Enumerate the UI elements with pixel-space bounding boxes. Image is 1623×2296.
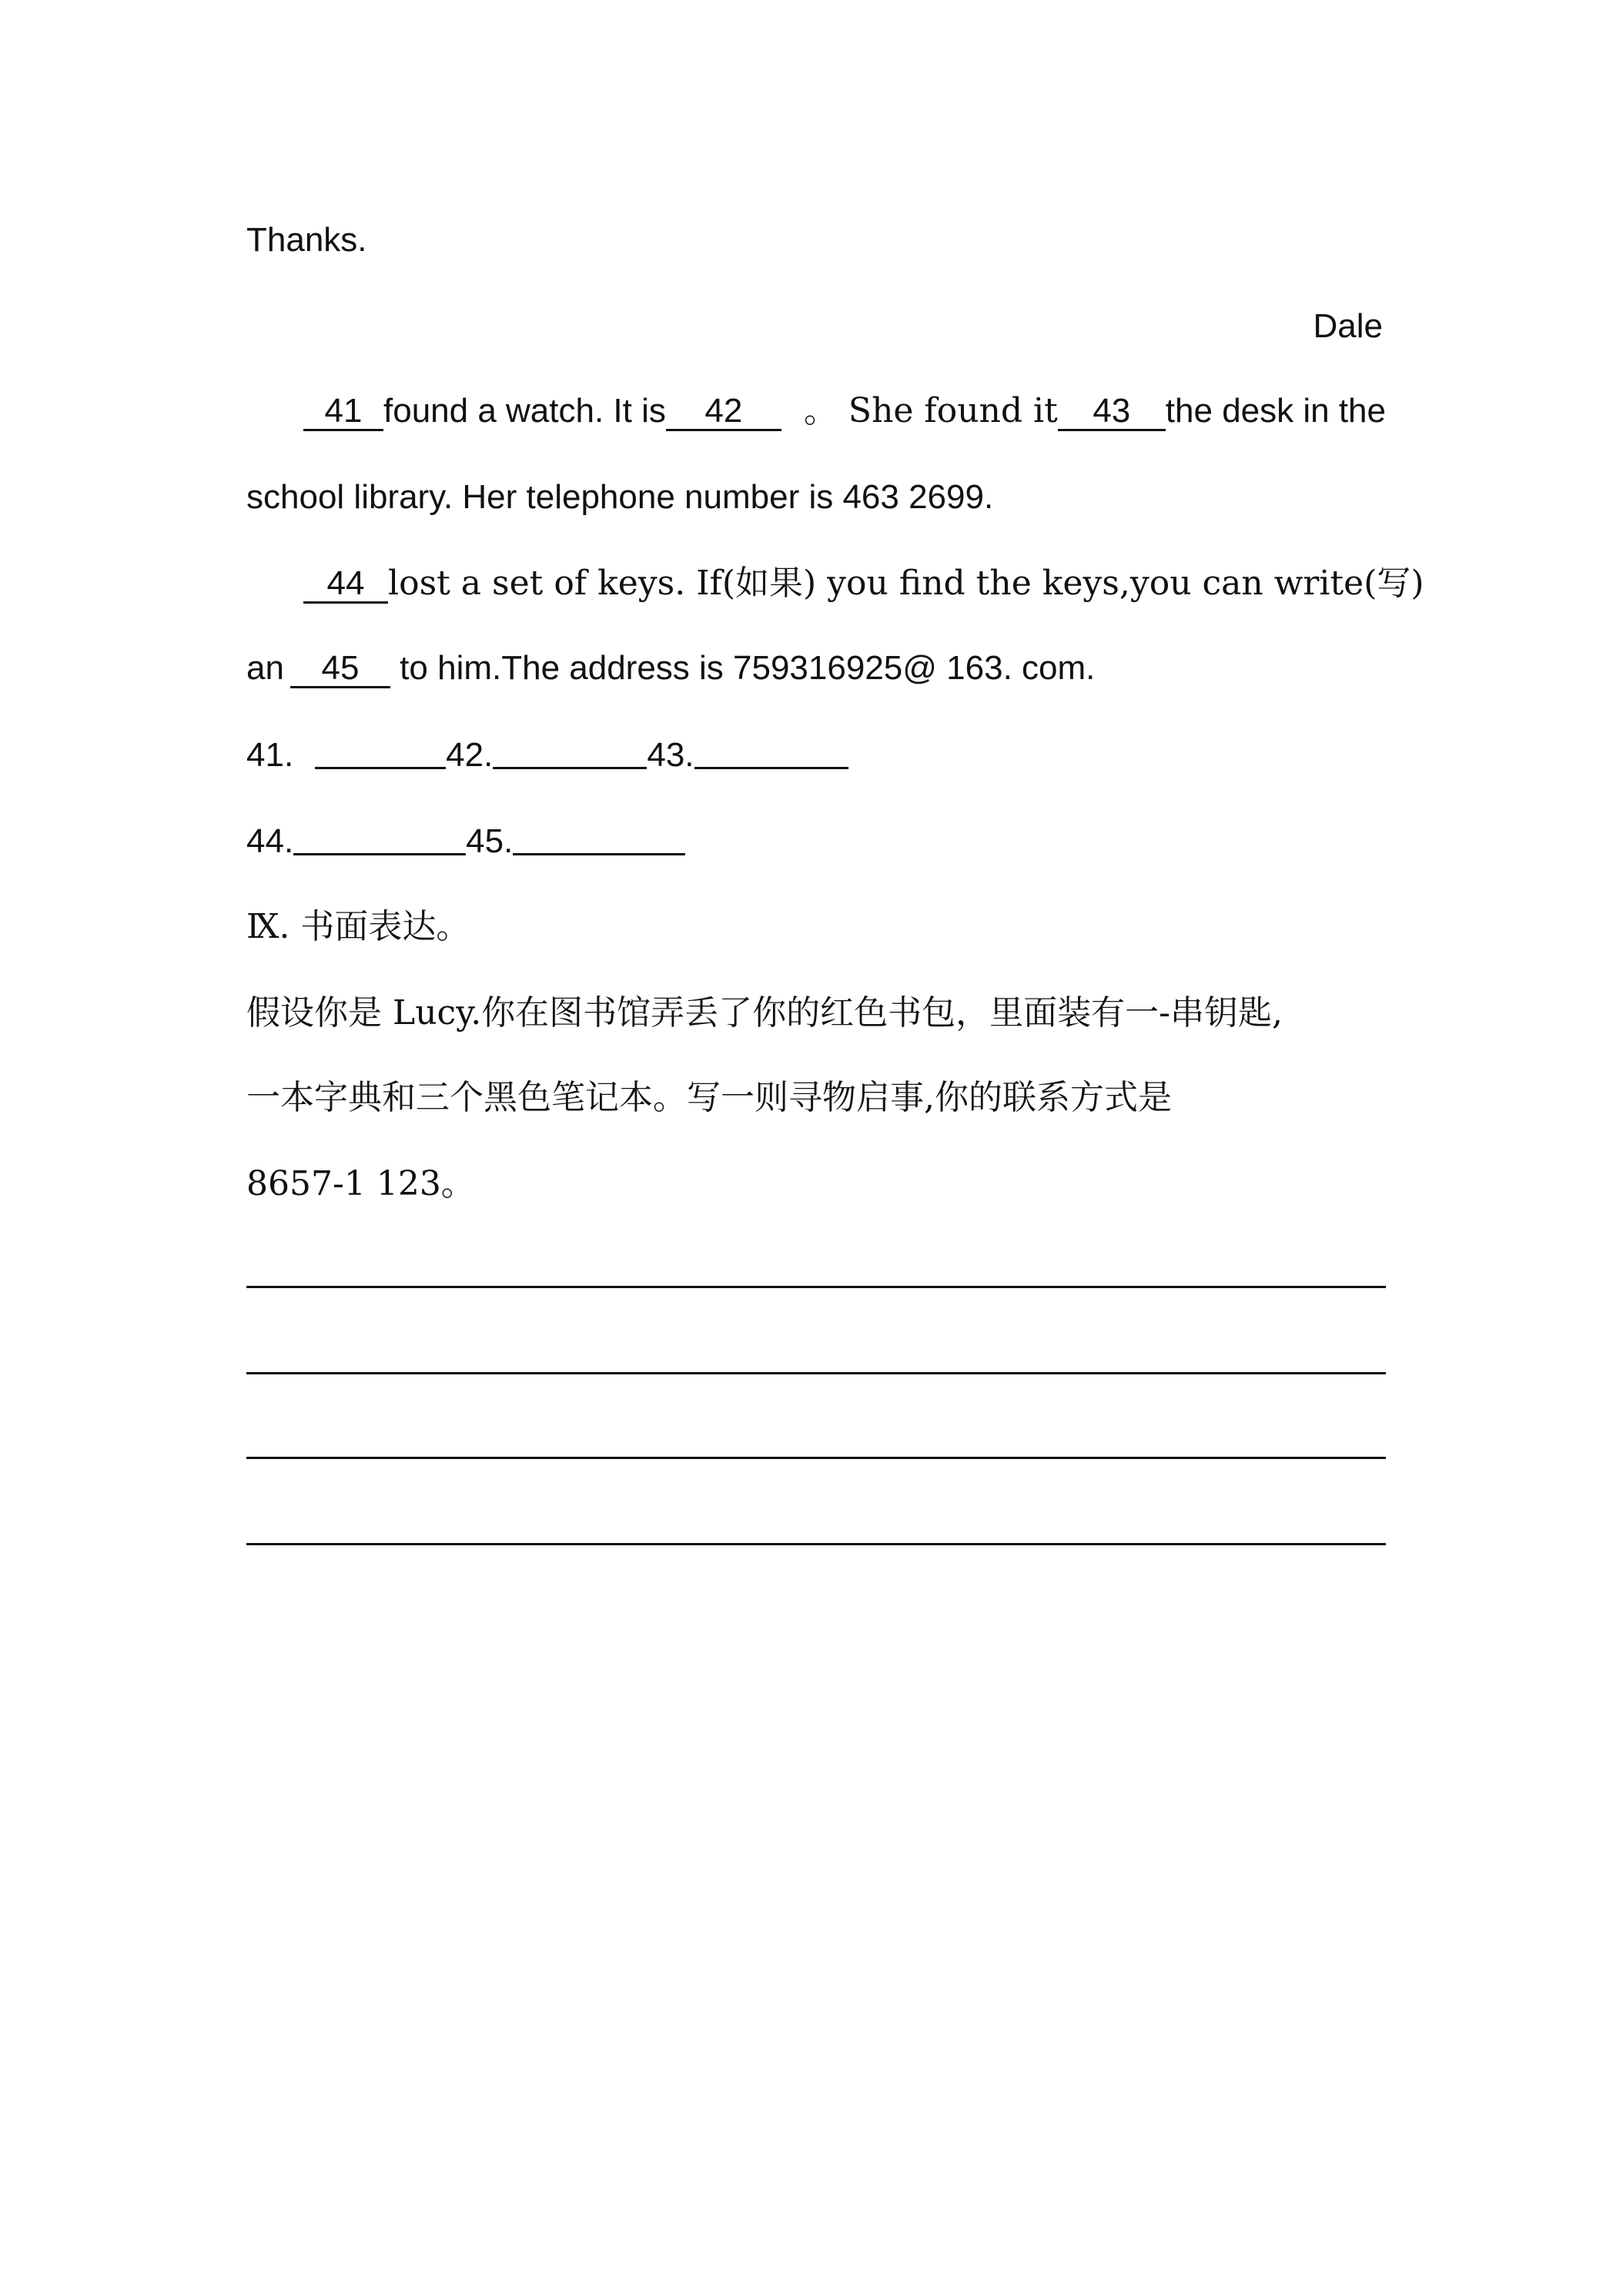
section-9-heading: Ⅸ. 书面表达。 [246, 907, 470, 946]
blank-41[interactable]: 41 [303, 393, 383, 431]
answer-blank-44[interactable] [293, 819, 466, 855]
answer-label-42: 42. [446, 736, 494, 774]
blank-44[interactable]: 44 [303, 566, 388, 604]
answer-label-44: 44. [246, 822, 294, 860]
notice-1-line-1 [246, 390, 1386, 433]
writing-line[interactable] [246, 1543, 1386, 1545]
notice-1-text-3: the desk in the [1165, 392, 1386, 430]
letter-closing: Thanks. [246, 221, 367, 259]
writing-line[interactable] [246, 1372, 1386, 1374]
answer-row-1 [246, 733, 848, 777]
notice-1-text-2: 。 She found it [803, 391, 1058, 430]
notice-2-text-1: lost a set of keys. If(如果) you find the keys,you can write(写) [388, 564, 1424, 603]
answer-label-45: 45. [466, 822, 514, 860]
answer-blank-45[interactable] [513, 819, 685, 855]
notice-2-text-2: an [246, 649, 284, 687]
section-9-prompt-line-2: 一本字典和三个黑色笔记本。写一则寻物启事,你的联系方式是 [246, 1078, 1172, 1117]
writing-line[interactable] [246, 1286, 1386, 1288]
answer-blank-43[interactable] [694, 733, 848, 769]
answer-blank-41[interactable] [315, 733, 446, 769]
notice-1-text-1: found a watch. It is [383, 392, 666, 430]
blank-43[interactable]: 43 [1058, 393, 1166, 431]
notice-2-line-1 [246, 562, 1424, 605]
section-9-prompt-line-3: 8657-1 123。 [246, 1164, 475, 1203]
blank-45[interactable]: 45 [290, 651, 390, 688]
notice-2-text-3: to him.The address is 759316925@ 163. com. [390, 649, 1096, 687]
section-9-prompt-line-1: 假设你是 Lucy.你在图书馆弄丢了你的红色书包，里面装有一-串钥匙, [246, 993, 1283, 1033]
answer-blank-42[interactable] [493, 733, 647, 769]
answer-label-43: 43. [647, 736, 694, 774]
notice-2-line-2 [246, 647, 1095, 690]
notice-1-line-2: school library. Her telephone number is 463 2699. [246, 478, 994, 516]
answer-label-41: 41. [246, 736, 294, 774]
letter-signature: Dale [1313, 307, 1383, 345]
writing-line[interactable] [246, 1457, 1386, 1459]
answer-row-2 [246, 819, 685, 863]
blank-42[interactable]: 42 [666, 393, 781, 431]
